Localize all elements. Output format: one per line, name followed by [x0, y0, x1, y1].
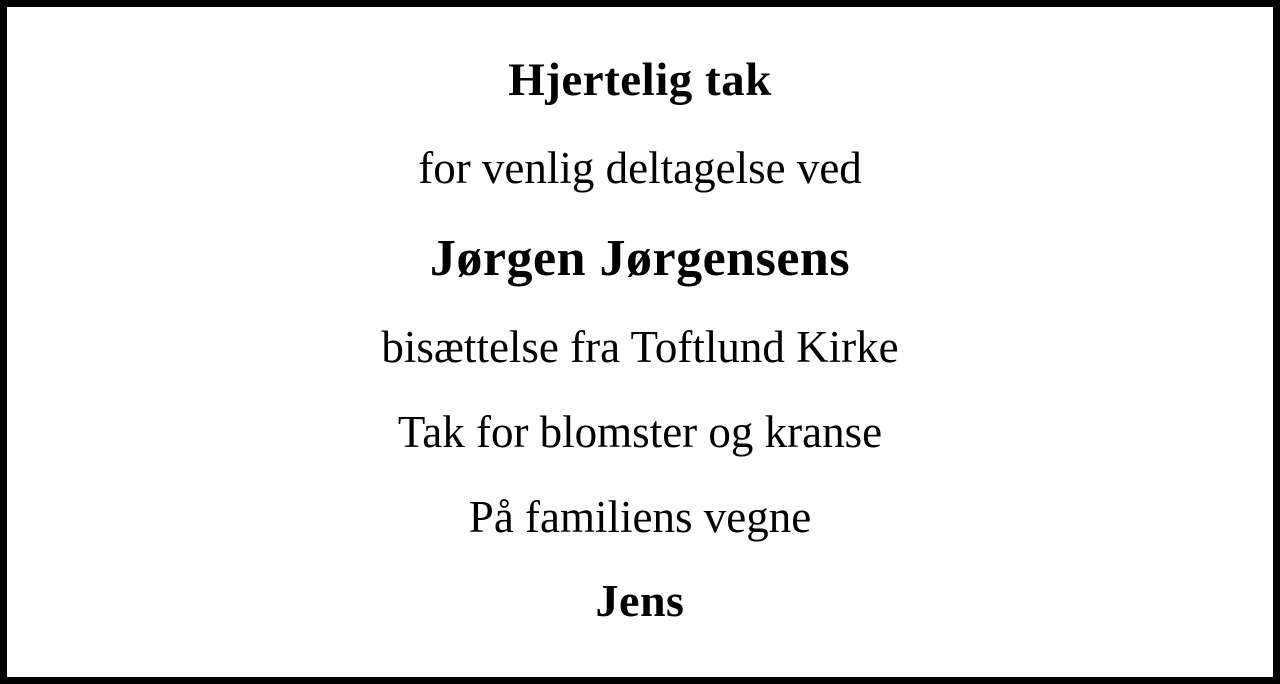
- notice-subheading: for venlig deltagelse ved: [418, 143, 862, 193]
- notice-content: [7, 7, 1273, 677]
- flowers-thanks-line: Tak for blomster og kranse: [397, 407, 883, 457]
- notice-heading: Hjertelig tak: [508, 54, 772, 106]
- funeral-place-line: bisættelse fra Toftlund Kirke: [381, 322, 899, 372]
- deceased-name: Jørgen Jørgensens: [429, 230, 851, 287]
- family-line: På familiens vegne: [468, 492, 812, 542]
- signature-name: Jens: [595, 575, 685, 626]
